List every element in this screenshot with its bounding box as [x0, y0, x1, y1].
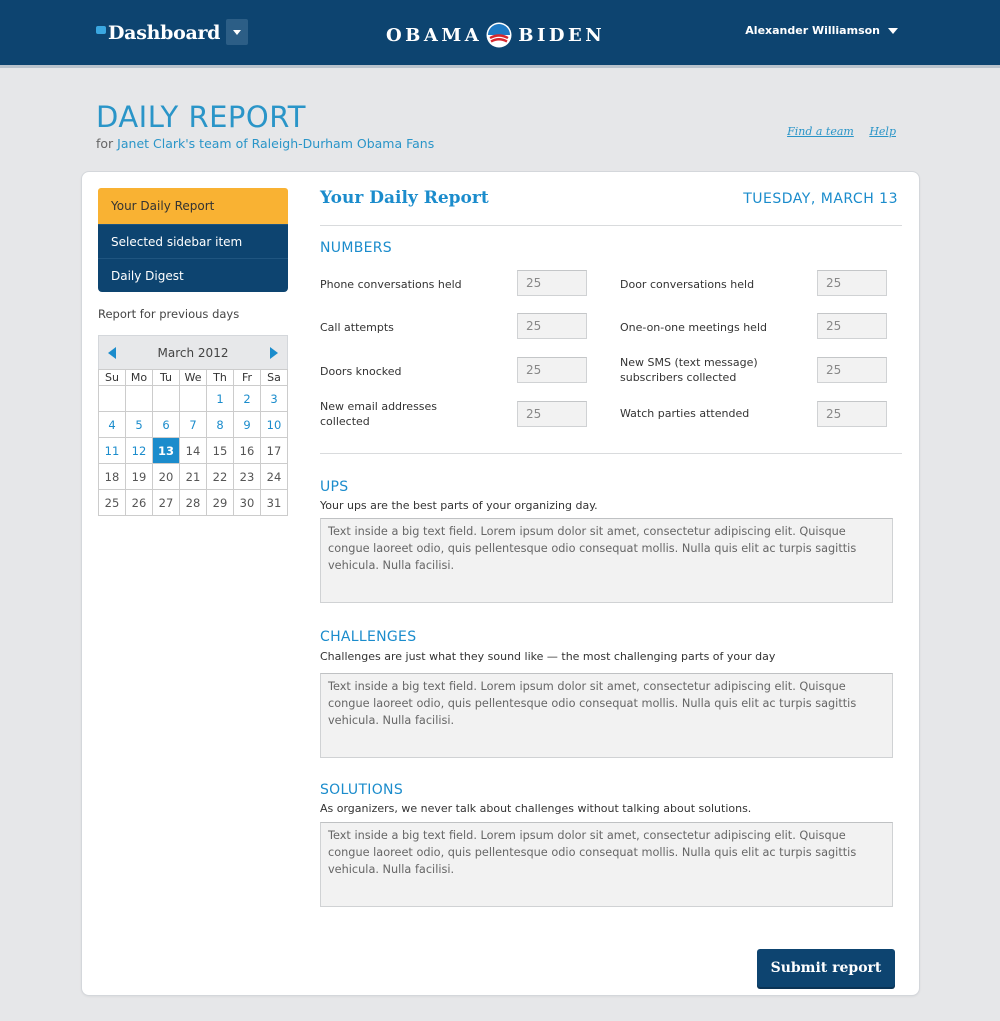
metric-label: One-on-one meetings held	[620, 321, 767, 334]
calendar-day: 17	[261, 438, 288, 464]
calendar-day: 25	[99, 490, 126, 516]
calendar-week	[99, 490, 288, 516]
calendar-day[interactable]: 6	[153, 412, 180, 438]
report-date: TUESDAY, MARCH 13	[743, 191, 898, 207]
calendar-day[interactable]: 8	[207, 412, 234, 438]
page-subtitle	[96, 136, 434, 151]
calendar-day: 21	[180, 464, 207, 490]
calendar-day: 14	[180, 438, 207, 464]
calendar-week	[99, 464, 288, 490]
calendar-day[interactable]: 7	[180, 412, 207, 438]
solutions-description: As organizers, we never talk about challenges without talking about solutions.	[320, 802, 752, 815]
next-month-icon[interactable]	[270, 347, 278, 359]
weekday-header: Su	[99, 370, 126, 386]
obama-biden-logo	[386, 20, 605, 50]
brand-label: Dashboard	[108, 22, 221, 44]
metric-label: Door conversations held	[620, 278, 755, 291]
weekday-header: Tu	[153, 370, 180, 386]
weekday-header: Fr	[234, 370, 261, 386]
obama-o-icon	[486, 22, 512, 48]
calendar-day: 20	[153, 464, 180, 490]
calendar-empty-cell	[99, 386, 126, 412]
calendar	[98, 335, 288, 516]
calendar-day: 23	[234, 464, 261, 490]
previous-days-label: Report for previous days	[98, 307, 240, 321]
chevron-down-icon	[888, 28, 898, 34]
calendar-empty-cell	[153, 386, 180, 412]
watch-parties-input[interactable]: 25	[817, 401, 887, 427]
calendar-day: 24	[261, 464, 288, 490]
ups-textarea[interactable]	[320, 518, 893, 603]
top-links	[775, 125, 896, 138]
calendar-day[interactable]: 4	[99, 412, 126, 438]
chat-bubble-icon	[96, 26, 106, 34]
calendar-day[interactable]: 3	[261, 386, 288, 412]
report-title: Your Daily Report	[320, 188, 489, 208]
solutions-textarea[interactable]	[320, 822, 893, 907]
metric-label: New email addresses collected	[320, 400, 438, 428]
metric-label: Watch parties attended	[620, 407, 750, 420]
calendar-day: 31	[261, 490, 288, 516]
calendar-day: 19	[126, 464, 153, 490]
help-link[interactable]: Help	[869, 125, 896, 138]
challenges-description: Challenges are just what they sound like — the most challenging parts of your day	[320, 650, 776, 663]
subtitle-prefix: for	[96, 136, 114, 151]
one-on-one-input[interactable]: 25	[817, 313, 887, 339]
logo-right-word: BIDEN	[518, 24, 606, 46]
weekday-header: Mo	[126, 370, 153, 386]
sidebar-nav	[98, 188, 288, 292]
calendar-header	[98, 335, 288, 369]
calendar-day[interactable]: 9	[234, 412, 261, 438]
weekday-header: Th	[207, 370, 234, 386]
sms-subscribers-input[interactable]: 25	[817, 357, 887, 383]
numbers-title: NUMBERS	[320, 240, 392, 256]
sidebar-item-selected[interactable]: Selected sidebar item	[98, 224, 288, 258]
email-addresses-input[interactable]: 25	[517, 401, 587, 427]
calendar-day[interactable]: 10	[261, 412, 288, 438]
submit-report-button[interactable]: Submit report	[757, 949, 895, 987]
calendar-empty-cell	[180, 386, 207, 412]
ups-description: Your ups are the best parts of your organizing day.	[320, 499, 598, 512]
metric-label: Doors knocked	[320, 365, 402, 378]
calendar-day: 18	[99, 464, 126, 490]
door-conversations-input[interactable]: 25	[817, 270, 887, 296]
team-link[interactable]: Janet Clark's team of Raleigh-Durham Obama Fans	[117, 136, 435, 151]
ups-title: UPS	[320, 479, 349, 495]
weekday-header: We	[180, 370, 207, 386]
report-card	[81, 171, 920, 996]
top-bar	[0, 0, 1000, 68]
find-team-link[interactable]: Find a team	[787, 125, 854, 138]
calendar-day: 15	[207, 438, 234, 464]
calendar-day[interactable]: 1	[207, 386, 234, 412]
calendar-day[interactable]: 11	[99, 438, 126, 464]
challenges-textarea[interactable]	[320, 673, 893, 758]
calendar-day: 16	[234, 438, 261, 464]
metric-label: New SMS (text message) subscribers collected	[620, 356, 758, 384]
calendar-month: March 2012	[157, 345, 229, 360]
calendar-empty-cell	[126, 386, 153, 412]
calendar-day[interactable]: 12	[126, 438, 153, 464]
sidebar-item-daily-digest[interactable]: Daily Digest	[98, 258, 288, 292]
calendar-day[interactable]: 2	[234, 386, 261, 412]
dashboard-menu-button[interactable]	[226, 19, 248, 45]
user-menu[interactable]	[745, 24, 898, 37]
sidebar-item-your-daily-report[interactable]: Your Daily Report	[98, 188, 288, 224]
calendar-day-selected[interactable]: 13	[153, 438, 180, 464]
calendar-week	[99, 386, 288, 412]
challenges-title: CHALLENGES	[320, 629, 417, 645]
prev-month-icon[interactable]	[108, 347, 116, 359]
calendar-day: 27	[153, 490, 180, 516]
chevron-down-icon	[233, 30, 241, 35]
logo-left-word: OBAMA	[386, 24, 483, 46]
divider	[320, 225, 902, 226]
calendar-day[interactable]: 5	[126, 412, 153, 438]
calendar-grid	[98, 369, 288, 516]
solutions-title: SOLUTIONS	[320, 782, 404, 798]
calendar-week	[99, 412, 288, 438]
user-name: Alexander Williamson	[745, 24, 880, 37]
calendar-day: 30	[234, 490, 261, 516]
calendar-week	[99, 438, 288, 464]
metric-label: Phone conversations held	[320, 278, 462, 291]
calendar-day: 22	[207, 464, 234, 490]
call-attempts-input[interactable]: 25	[517, 313, 587, 339]
calendar-day: 29	[207, 490, 234, 516]
page-title: DAILY REPORT	[96, 100, 306, 134]
calendar-day: 28	[180, 490, 207, 516]
dashboard-brand[interactable]	[96, 20, 220, 46]
phone-conversations-input[interactable]: 25	[517, 270, 587, 296]
weekday-header: Sa	[261, 370, 288, 386]
divider	[320, 453, 902, 454]
doors-knocked-input[interactable]: 25	[517, 357, 587, 383]
calendar-day: 26	[126, 490, 153, 516]
metric-label: Call attempts	[320, 321, 394, 334]
